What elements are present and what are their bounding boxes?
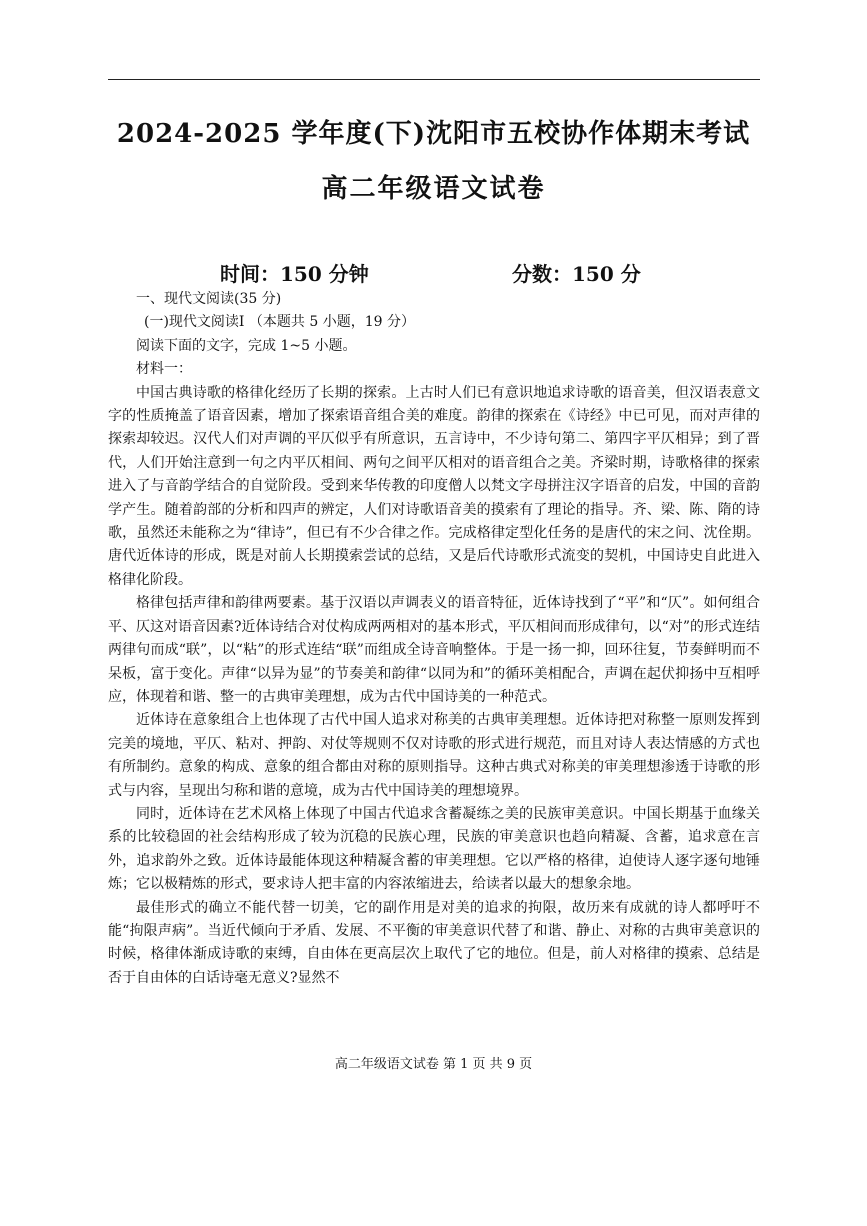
page-footer: 高二年级语文试卷 第 1 页 共 9 页 — [334, 1057, 533, 1072]
paragraph: 同时，近体诗在艺术风格上体现了中国古代追求含蓄凝练之美的民族审美意识。中国长期基于血缘关系的比较稳固的社会结构形成了较为沉稳的民族心理，民族的审美意识也趋向精凝、含蓄，追求意在言外，追求韵外之致。近体诗最能体现这种精凝含蓄的审美理想。它以严格的格律，迫使诗人逐字逐句地锤炼；它以极精炼的形式，要求诗人把丰富的内容浓缩进去，给读者以最大的想象余地。 — [108, 805, 760, 893]
header-rule — [108, 79, 760, 80]
paragraph: 近体诗在意象组合上也体现了古代中国人追求对称美的古典审美理想。近体诗把对称整一原则发挥到完美的境地，平仄、粘对、押韵、对仗等规则不仅对诗歌的形式进行规范，而且对诗人表达情感的方式也有所制约。意象的构成、意象的组合都由对称的原则指导。这种古典式对称美的审美理想渗透于诗歌的形式与内容，呈现出匀称和谐的意境，成为古代中国诗美的理想境界。 — [108, 712, 760, 799]
exam-time: 时间：150 分钟 — [220, 262, 369, 286]
exam-title: 2024-2025 学年度(下)沈阳市五校协作体期末考试 — [116, 119, 751, 149]
paragraph: 格律包括声律和韵律两要素。基于汉语以声调表义的语音特征，近体诗找到了“平”和“仄”。如何组合平、仄这对语音因素?近体诗结合对仗构成两两相对的基本形式，平仄相间而形成律句，以“对”的形式连结两律句而成“联”，以“粘”的形式连结“联”而组成全诗音响整体。于是一扬一抑，回环往复，节奏鲜明而不呆板，富于变化。声律“以异为显”的节奏美和韵律“以同为和”的循环美相配合，声调在起伏抑扬中互相呼应，体现着和谐、整一的古典审美理想，成为古代中国诗美的一种范式。 — [108, 595, 760, 705]
paragraph: 中国古典诗歌的格律化经历了长期的探索。上古时人们已有意识地追求诗歌的语音美，但汉语表意文字的性质掩盖了语音因素，增加了探索语音组合美的难度。韵律的探索在《诗经》中已可见，而对声律的探索却较迟。汉代人们对声调的平仄似乎有所意识，五言诗中，不少诗句第二、第四字平仄相异；到了晋代，人们开始注意到一句之内平仄相间、两句之间平仄相对的语音组合之美。齐梁时期，诗歌格律的探索进入了与音韵学结合的自觉阶段。受到来华传教的印度僧人以梵文字母拼注汉字语音的启发，中国的音韵学产生。随着韵部的分析和四声的辨定，人们对诗歌语音美的摸索有了理论的指导。齐、梁、陈、隋的诗歌，虽然还未能称之为“律诗”，但已有不少合律之作。完成格律定型化任务的是唐代的宋之问、沈佺期。唐代近体诗的形成，既是对前人长期摸索尝试的总结，又是后代诗歌形式流变的契机，中国诗史自此进入格律化阶段。 — [108, 384, 760, 588]
paragraph: 最佳形式的确立不能代替一切美，它的副作用是对美的追求的拘限，故历来有成就的诗人都呼吁不能“拘限声病”。当近代倾向于矛盾、发展、不平衡的审美意识代替了和谐、静止、对称的古典审美意识的时候，格律体渐成诗歌的束缚，自由体在更高层次上取代了它的地位。但是，前人对格律的摸索、总结是否于自由体的白话诗毫无意义?显然不 — [108, 899, 760, 986]
exam-content — [108, 288, 760, 990]
reading-instruction: 阅读下面的文字，完成 1~5 小题。 — [136, 337, 357, 354]
section-heading: 一、现代文阅读(35 分) — [136, 291, 282, 307]
exam-subtitle: 高二年级语文试卷 — [321, 174, 546, 204]
material-label: 材料一： — [136, 361, 192, 378]
exam-score: 分数：150 分 — [512, 262, 641, 286]
section-subheading: (一)现代文阅读Ⅰ （本题共 5 小题，19 分） — [144, 314, 415, 331]
